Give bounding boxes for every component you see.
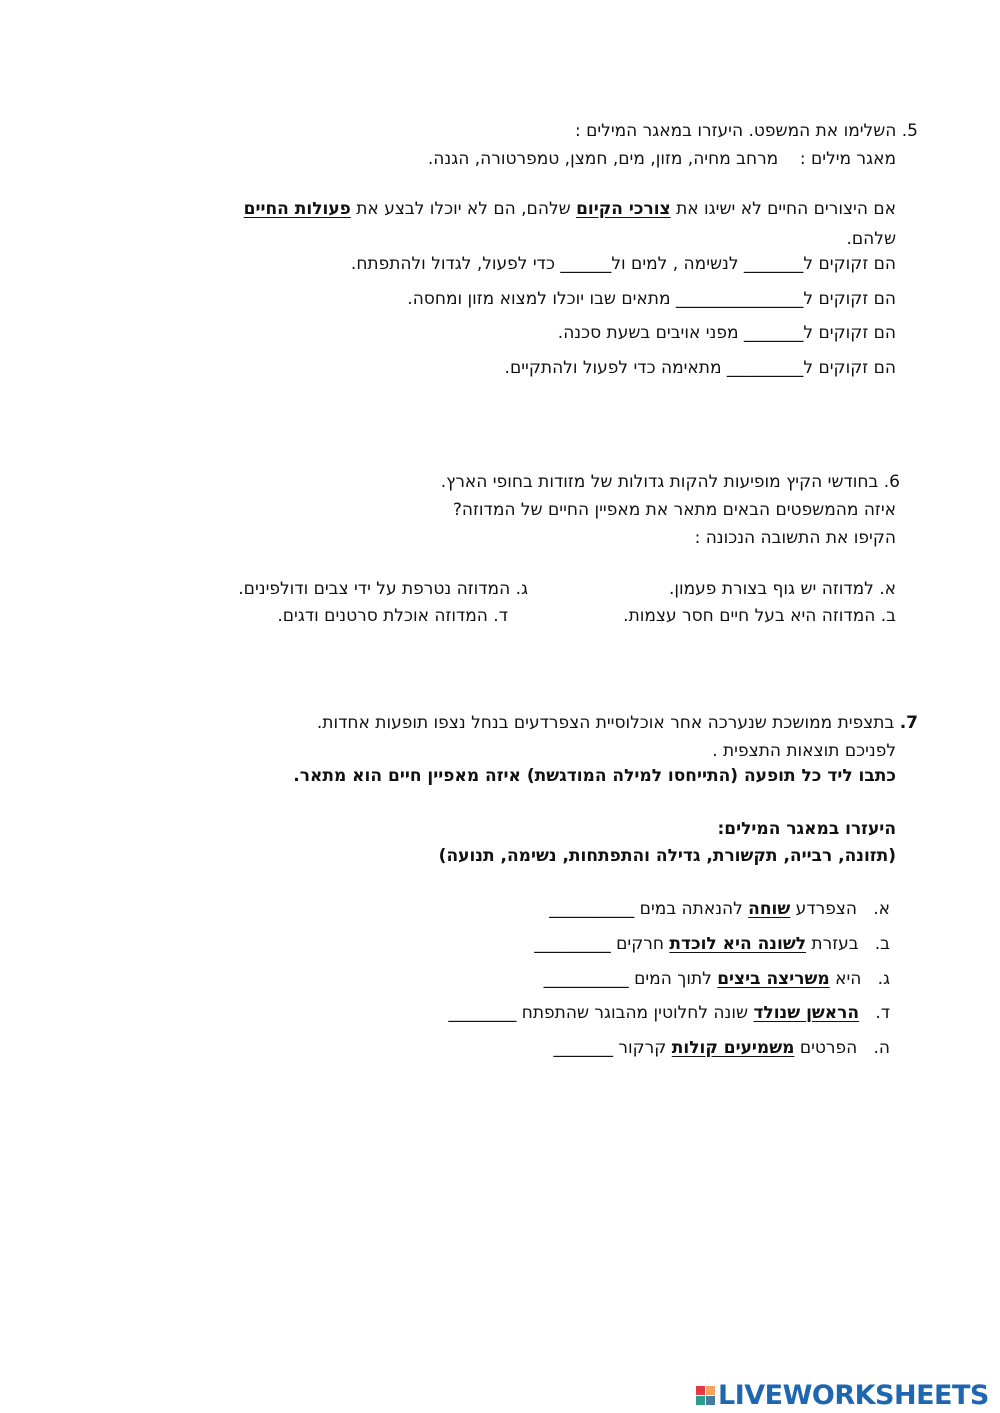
q7-item-h bbox=[553, 1037, 890, 1059]
q7-item-bold: הראשן שנולד bbox=[753, 1003, 860, 1023]
q5-line-1: הם זקוקים ל_______ לנשימה , למים ול______ כדי לפעול, לגדול ולהתפתח. bbox=[350, 254, 896, 274]
q7-item-post[interactable]: לתוך המים __________ bbox=[543, 969, 712, 989]
q5-paragraph bbox=[244, 198, 896, 220]
q5-para-bold-actions: פעולות החיים bbox=[243, 199, 351, 219]
q7-item-pre: הפרטים bbox=[799, 1038, 858, 1058]
q7-line-1 bbox=[317, 712, 918, 734]
q5-title: 5. השלימו את המשפט. היעזרו במאגר המילים : bbox=[574, 121, 918, 141]
logo-text: LIVEWORKSHEETS bbox=[718, 1379, 989, 1411]
q7-item-letter: ב. bbox=[874, 934, 890, 954]
q7-item-bold: שוחה bbox=[748, 899, 791, 919]
q5-word-bank bbox=[428, 148, 896, 170]
q7-bank-words: (תזונה, רבייה, תקשורת, גדילה והתפתחות, נשימה, תנועה) bbox=[438, 846, 896, 866]
q7-line-3: כתבו ליד כל תופעה (התייחסו למילה המודגשת) איזה מאפיין חיים הוא מתאר. bbox=[293, 766, 896, 786]
q7-item-bold: לשונה היא לוכדת bbox=[669, 934, 807, 954]
q6-line-2: איזה מהמשפטים הבאים מתאר את מאפיין החיים של המדוזה? bbox=[452, 500, 896, 520]
q7-item-post[interactable]: חרקים _________ bbox=[534, 934, 664, 954]
q7-item-g bbox=[544, 968, 890, 990]
q6-option-d[interactable]: ד. המדוזה אוכלת סרטנים ודגים. bbox=[277, 606, 508, 626]
q7-item-letter: ה. bbox=[873, 1038, 890, 1058]
q5-line-3: הם זקוקים ל_______ מפני אויבים בשעת סכנה. bbox=[557, 323, 896, 343]
q5-para-bold-needs: צורכי הקיום bbox=[576, 199, 671, 219]
q7-item-pre: הצפרדע bbox=[795, 899, 857, 919]
q7-line-2: לפניכם תוצאות התצפית . bbox=[712, 741, 896, 761]
q7-item-bold: משמיעים קולות bbox=[671, 1038, 795, 1058]
q7-item-letter: ג. bbox=[877, 969, 890, 989]
q5-para-start: אם היצורים החיים לא ישיגו את bbox=[676, 199, 896, 219]
q6-option-a[interactable]: א. למדוזה יש גוף בצורת פעמון. bbox=[668, 579, 896, 599]
q7-item-b bbox=[534, 933, 890, 955]
q7-item-letter: ד. bbox=[875, 1003, 890, 1023]
logo-block bbox=[706, 1396, 715, 1405]
q7-item-pre: היא bbox=[835, 969, 862, 989]
q5-para-mid: שלהם, הם לא יוכלו לבצע את bbox=[356, 199, 571, 219]
q5-line-2: הם זקוקים ל_______________ מתאים שבו יוכלו למצוא מזון ומחסה. bbox=[407, 289, 896, 309]
q5-para-end: שלהם. bbox=[846, 229, 896, 249]
q6-option-g[interactable]: ג. המדוזה נטרפת על ידי צבים ודולפינים. bbox=[238, 579, 528, 599]
logo-blocks-icon bbox=[696, 1386, 715, 1405]
q7-item-bold: משריצה ביצים bbox=[717, 969, 830, 989]
q7-item-letter: א. bbox=[873, 899, 890, 919]
q7-number: 7. bbox=[899, 713, 918, 733]
q7-line-1-text: בתצפית ממושכת שנערכה אחר אוכלוסיית הצפרדעים בנחל נצפו תופעות אחדות. bbox=[316, 713, 895, 733]
q7-bank-title: היעזרו במאגר המילים: bbox=[717, 819, 896, 839]
logo-block bbox=[706, 1386, 715, 1395]
q7-item-d bbox=[448, 1002, 890, 1024]
q5-line-4: הם זקוקים ל_________ מתאימה כדי לפעול ולהתקיים. bbox=[504, 358, 896, 378]
q7-item-post[interactable]: קרקור _______ bbox=[553, 1038, 667, 1058]
q7-item-pre: בעזרת bbox=[811, 934, 859, 954]
q5-bank-label: מאגר מילים : bbox=[799, 149, 896, 169]
q7-item-a bbox=[549, 898, 890, 920]
logo-block bbox=[696, 1396, 705, 1405]
q5-bank-words: מרחב מחיה, מזון, מים, חמצן, טמפרטורה, הגנה. bbox=[427, 149, 779, 169]
liveworksheets-logo bbox=[696, 1377, 996, 1413]
q6-line-1: 6. בחודשי הקיץ מופיעות להקות גדולות של מזודות בחופי הארץ. bbox=[440, 472, 900, 492]
q7-item-post[interactable]: להנאתה במים __________ bbox=[549, 899, 743, 919]
q6-option-b[interactable]: ב. המדוזה היא בעל חיים חסר עצמות. bbox=[623, 606, 896, 626]
q6-line-3: הקיפו את התשובה הנכונה : bbox=[694, 528, 896, 548]
logo-block bbox=[696, 1386, 705, 1395]
q7-item-post[interactable]: שונה לחלוטין מהבוגר שהתפתח ________ bbox=[448, 1003, 749, 1023]
